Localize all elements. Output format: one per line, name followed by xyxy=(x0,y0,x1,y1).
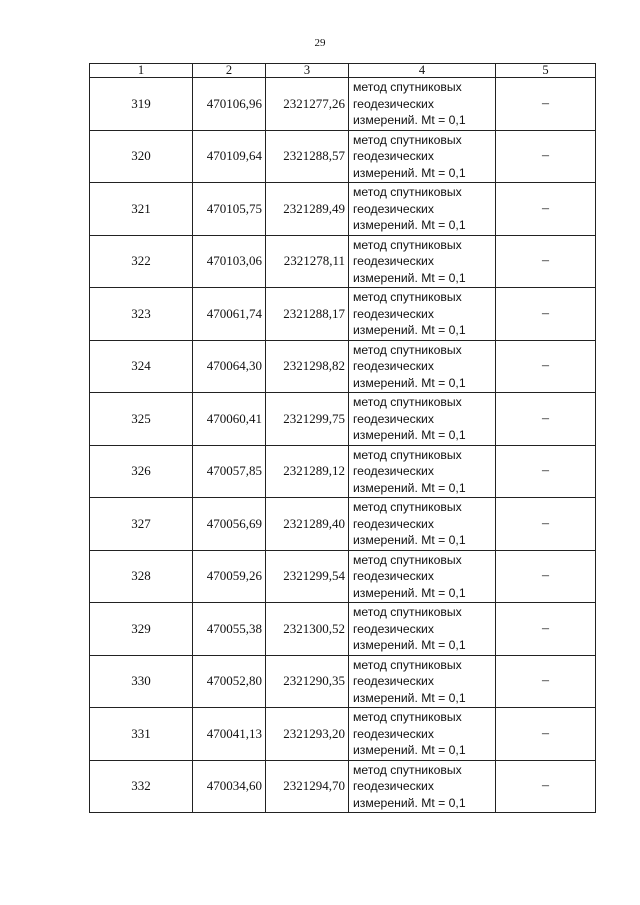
method-text-line: измерений. Mt = 0,1 xyxy=(353,533,466,547)
method-text-line: метод спутниковых xyxy=(353,657,462,672)
table-row xyxy=(90,655,596,708)
table-row xyxy=(90,603,596,656)
table-header xyxy=(90,64,596,78)
method-text-line: метод спутниковых xyxy=(353,762,462,777)
y-coordinate-cell: 2321288,57 xyxy=(266,130,349,183)
method-text-line: измерений. Mt = 0,1 xyxy=(353,113,466,127)
y-coordinate-cell: 2321289,49 xyxy=(266,183,349,236)
y-coordinate-cell: 2321278,11 xyxy=(266,235,349,288)
x-coordinate-cell: 470103,06 xyxy=(193,235,266,288)
method-cell xyxy=(349,340,496,393)
x-coordinate-cell: 470034,60 xyxy=(193,760,266,813)
method-text-line: геодезических xyxy=(353,306,434,321)
x-coordinate-cell: 470041,13 xyxy=(193,708,266,761)
note-cell: – xyxy=(496,393,596,446)
note-cell: – xyxy=(496,550,596,603)
method-cell xyxy=(349,183,496,236)
method-cell xyxy=(349,288,496,341)
note-cell: – xyxy=(496,708,596,761)
point-number-cell: 331 xyxy=(90,708,193,761)
y-coordinate-cell: 2321293,20 xyxy=(266,708,349,761)
note-cell: – xyxy=(496,603,596,656)
method-text-line: метод спутниковых xyxy=(353,342,462,357)
method-text-line: измерений. Mt = 0,1 xyxy=(353,480,466,495)
y-coordinate-cell: 2321289,40 xyxy=(266,498,349,551)
method-cell xyxy=(349,393,496,446)
table-row xyxy=(90,708,596,761)
x-coordinate-cell: 470064,30 xyxy=(193,340,266,393)
method-text-line: метод спутниковых xyxy=(353,395,462,409)
header-col-5: 5 xyxy=(496,64,596,78)
method-text-line: измерений. Mt = 0,1 xyxy=(353,690,466,705)
point-number-cell: 332 xyxy=(90,760,193,813)
x-coordinate-cell: 470105,75 xyxy=(193,183,266,236)
point-number-cell: 327 xyxy=(90,498,193,551)
table-row xyxy=(90,78,596,131)
note-cell: – xyxy=(496,655,596,708)
point-number-cell: 328 xyxy=(90,550,193,603)
method-text-line: геодезических xyxy=(353,464,434,478)
method-text-line: метод спутниковых xyxy=(353,80,462,94)
method-cell xyxy=(349,603,496,656)
table-row xyxy=(90,130,596,183)
method-text-line: геодезических xyxy=(353,359,434,373)
table-row xyxy=(90,498,596,551)
method-text-line: измерений. Mt = 0,1 xyxy=(353,743,466,757)
method-text-line: измерений. Mt = 0,1 xyxy=(353,375,466,390)
note-cell: – xyxy=(496,498,596,551)
method-text-line: измерений. Mt = 0,1 xyxy=(353,165,466,180)
point-number-cell: 324 xyxy=(90,340,193,393)
method-text-line: метод спутниковых xyxy=(353,605,462,619)
method-cell xyxy=(349,760,496,813)
table-body xyxy=(90,78,596,813)
point-number-cell: 330 xyxy=(90,655,193,708)
method-cell xyxy=(349,78,496,131)
method-cell xyxy=(349,130,496,183)
table-row xyxy=(90,550,596,603)
method-text-line: геодезических xyxy=(353,674,434,688)
method-text-line: метод спутниковых xyxy=(353,710,462,724)
point-number-cell: 321 xyxy=(90,183,193,236)
method-text-line: геодезических xyxy=(353,569,434,583)
y-coordinate-cell: 2321298,82 xyxy=(266,340,349,393)
page-number: 29 xyxy=(314,37,326,49)
note-cell: – xyxy=(496,445,596,498)
table-row xyxy=(90,393,596,446)
method-text-line: измерений. Mt = 0,1 xyxy=(353,795,466,810)
note-cell: – xyxy=(496,235,596,288)
y-coordinate-cell: 2321299,75 xyxy=(266,393,349,446)
point-number-cell: 326 xyxy=(90,445,193,498)
note-cell: – xyxy=(496,340,596,393)
table-row xyxy=(90,760,596,813)
table-row xyxy=(90,445,596,498)
method-text-line: метод спутниковых xyxy=(353,552,462,567)
method-text-line: измерений. Mt = 0,1 xyxy=(353,638,466,652)
header-col-2: 2 xyxy=(193,64,266,78)
method-text-line: геодезических xyxy=(353,96,434,111)
method-text-line: измерений. Mt = 0,1 xyxy=(353,323,466,337)
y-coordinate-cell: 2321277,26 xyxy=(266,78,349,131)
y-coordinate-cell: 2321290,35 xyxy=(266,655,349,708)
point-number-cell: 319 xyxy=(90,78,193,131)
method-text-line: геодезических xyxy=(353,516,434,531)
point-number-cell: 320 xyxy=(90,130,193,183)
x-coordinate-cell: 470059,26 xyxy=(193,550,266,603)
point-number-cell: 325 xyxy=(90,393,193,446)
method-text-line: геодезических xyxy=(353,201,434,216)
method-text-line: метод спутниковых xyxy=(353,132,462,147)
table-row xyxy=(90,340,596,393)
y-coordinate-cell: 2321294,70 xyxy=(266,760,349,813)
x-coordinate-cell: 470061,74 xyxy=(193,288,266,341)
method-text-line: измерений. Mt = 0,1 xyxy=(353,270,466,285)
method-cell xyxy=(349,445,496,498)
coordinates-table xyxy=(89,63,596,813)
method-text-line: геодезических xyxy=(353,254,434,268)
method-text-line: геодезических xyxy=(353,621,434,636)
method-text-line: метод спутниковых xyxy=(353,500,462,514)
note-cell: – xyxy=(496,130,596,183)
y-coordinate-cell: 2321289,12 xyxy=(266,445,349,498)
point-number-cell: 329 xyxy=(90,603,193,656)
y-coordinate-cell: 2321288,17 xyxy=(266,288,349,341)
x-coordinate-cell: 470060,41 xyxy=(193,393,266,446)
note-cell: – xyxy=(496,288,596,341)
method-cell xyxy=(349,235,496,288)
method-text-line: геодезических xyxy=(353,149,434,163)
method-text-line: геодезических xyxy=(353,411,434,426)
method-text-line: геодезических xyxy=(353,779,434,793)
header-col-1: 1 xyxy=(90,64,193,78)
table-row xyxy=(90,235,596,288)
x-coordinate-cell: 470106,96 xyxy=(193,78,266,131)
method-text-line: геодезических xyxy=(353,726,434,741)
note-cell: – xyxy=(496,183,596,236)
method-cell xyxy=(349,655,496,708)
header-row xyxy=(90,64,596,78)
method-cell xyxy=(349,498,496,551)
method-cell xyxy=(349,708,496,761)
x-coordinate-cell: 470109,64 xyxy=(193,130,266,183)
y-coordinate-cell: 2321299,54 xyxy=(266,550,349,603)
table-row xyxy=(90,183,596,236)
point-number-cell: 322 xyxy=(90,235,193,288)
header-col-3: 3 xyxy=(266,64,349,78)
header-col-4: 4 xyxy=(349,64,496,78)
method-cell xyxy=(349,550,496,603)
x-coordinate-cell: 470056,69 xyxy=(193,498,266,551)
y-coordinate-cell: 2321300,52 xyxy=(266,603,349,656)
note-cell: – xyxy=(496,760,596,813)
table-row xyxy=(90,288,596,341)
x-coordinate-cell: 470055,38 xyxy=(193,603,266,656)
point-number-cell: 323 xyxy=(90,288,193,341)
x-coordinate-cell: 470052,80 xyxy=(193,655,266,708)
note-cell: – xyxy=(496,78,596,131)
method-text-line: измерений. Mt = 0,1 xyxy=(353,428,466,442)
method-text-line: измерений. Mt = 0,1 xyxy=(353,585,466,600)
method-text-line: метод спутниковых xyxy=(353,290,462,304)
x-coordinate-cell: 470057,85 xyxy=(193,445,266,498)
method-text-line: метод спутниковых xyxy=(353,447,462,462)
method-text-line: метод спутниковых xyxy=(353,185,462,199)
method-text-line: метод спутниковых xyxy=(353,237,462,252)
method-text-line: измерений. Mt = 0,1 xyxy=(353,218,466,232)
